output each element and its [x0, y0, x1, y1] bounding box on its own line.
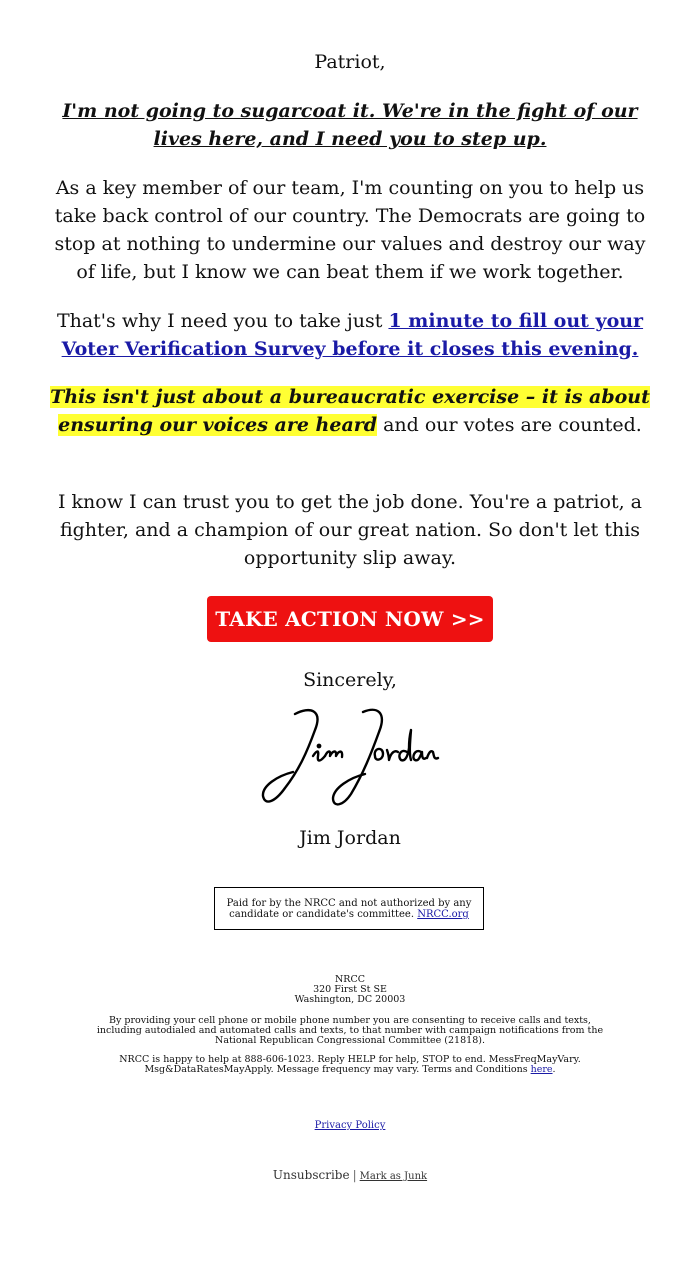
signature-image [255, 700, 445, 815]
address-org: NRCC [334, 974, 365, 985]
survey-link[interactable]: 1 minute to fill out your Voter Verification Survey before it closes this evening. [61, 310, 644, 360]
help-end: . [552, 1064, 556, 1075]
nrcc-org-link[interactable]: NRCC.org [417, 909, 469, 920]
body-paragraph-team: As a key member of our team, I'm counting on you to help us take back control of our country. The Democrats are going to stop at nothing to undermine our values and destroy our way of life, but I know we can beat them if we work together. [54, 177, 646, 283]
voices-suffix: and our votes are counted. [377, 414, 642, 436]
privacy-row [95, 1121, 605, 1131]
survey-prefix: That's why I need you to take just [56, 310, 389, 332]
separator: | [352, 1168, 357, 1182]
terms-link[interactable]: here [530, 1064, 553, 1075]
unsubscribe-row [95, 1167, 605, 1185]
help-body: NRCC is happy to help at 888-606-1023. Reply HELP for help, STOP to end. MessFreqMayVary. Msg&DataRatesMayApply. Message frequency may vary. Terms and Conditions [119, 1054, 581, 1075]
paid-for-disclaimer [214, 887, 484, 930]
mark-as-junk-link[interactable]: Mark as Junk [359, 1171, 428, 1182]
sms-consent-text: By providing your cell phone or mobile phone number you are consenting to receive calls and texts, including autodialed and automated calls and texts, to that number with campaign notifications from the National Republican Congressional Committee (21818). [96, 1015, 604, 1046]
help-text [95, 1055, 605, 1075]
lead-statement: I'm not going to sugarcoat it. We're in the fight of our lives here, and I need you to step up. [62, 100, 638, 150]
privacy-policy-link[interactable]: Privacy Policy [314, 1120, 386, 1131]
address-city: Washington, DC 20003 [294, 994, 406, 1005]
take-action-button[interactable]: TAKE ACTION NOW >> [207, 596, 493, 642]
closing: Sincerely, [303, 669, 397, 691]
body-paragraph-trust: I know I can trust you to get the job done. You're a patriot, a fighter, and a champion of our great nation. So don't let this opportunity slip away. [58, 491, 642, 569]
highlighted-statement: This isn't just about a bureaucratic exercise – it is about ensuring our voices are heard [50, 386, 650, 436]
body-paragraph-survey [50, 307, 650, 363]
body-paragraph-voices [50, 383, 650, 439]
unsubscribe-link[interactable]: Unsubscribe [272, 1168, 350, 1182]
mailing-address [95, 975, 605, 1005]
disclaimer-text: Paid for by the NRCC and not authorized by any candidate or candidate's committee. [226, 898, 472, 920]
signer-name: Jim Jordan [299, 827, 401, 849]
address-street: 320 First St SE [313, 984, 387, 995]
greeting: Patriot, [314, 51, 386, 73]
